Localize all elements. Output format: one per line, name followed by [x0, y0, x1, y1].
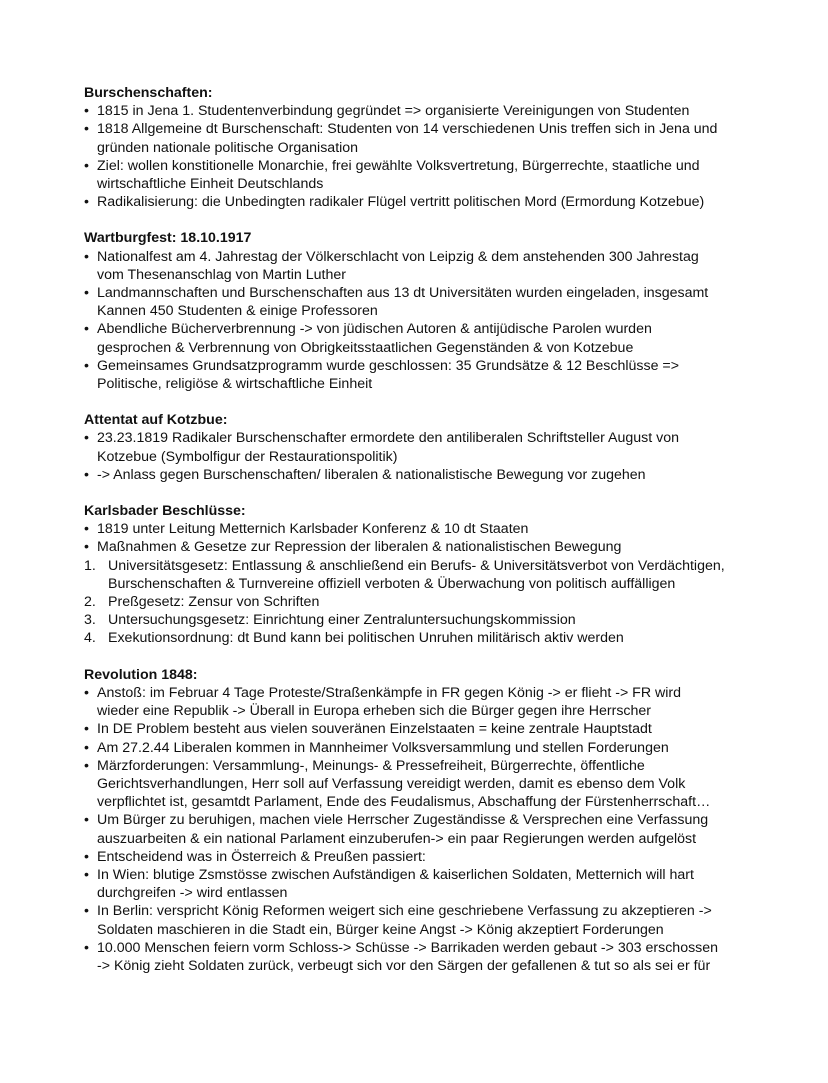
section-heading: Wartburgfest: 18.10.1917 [84, 230, 252, 247]
list-item: • 1819 unter Leitung Metternich Karlsbader Konferenz & 10 dt Staaten [84, 520, 778, 538]
list-item: • In Wien: blutige Zsmstösse zwischen Aufständigen & kaiserlichen Soldaten, Metternich will hart durchgreifen -> wird entlassen [84, 866, 778, 902]
list-item: • 1815 in Jena 1. Studentenverbindung gegründet => organisierte Vereinigungen von Studenten [84, 102, 778, 120]
section-karlsbader [84, 502, 778, 648]
list-item: • Ziel: wollen konstitionelle Monarchie, frei gewählte Volksvertretung, Bürgerrechte, staatliche und wirtschaftliche Einheit Deutschlands [84, 157, 778, 193]
list-item: • -> Anlass gegen Burschenschaften/ liberalen & nationalistische Bewegung vor zugehen [84, 466, 778, 484]
list-item: • Radikalisierung: die Unbedingten radikaler Flügel vertritt politischen Mord (Ermordung Kotzebue) [84, 193, 778, 211]
section-heading: Attentat auf Kotzbue: [84, 412, 228, 429]
bullet-list [84, 520, 778, 556]
list-item: • Nationalfest am 4. Jahrestag der Völkerschlacht von Leipzig & dem anstehenden 300 Jahrestag vom Thesenanschlag von Martin Luther [84, 248, 778, 284]
list-item: • Maßnahmen & Gesetze zur Repression der liberalen & nationalistischen Bewegung [84, 538, 778, 556]
list-item: • 10.000 Menschen feiern vorm Schloss-> Schüsse -> Barrikaden werden gebaut -> 303 erschossen -> König zieht Soldaten zurück, verbeugt sich vor den Särgen der gefallenen & tut so als sei er für [84, 939, 778, 975]
section-attentat [84, 411, 778, 484]
section-wartburgfest [84, 229, 778, 393]
bullet-list [84, 248, 778, 394]
list-item: • 1818 Allgemeine dt Burschenschaft: Studenten von 14 verschiedenen Unis treffen sich in Jena und gründen nationale politische Organisation [84, 120, 778, 156]
section-revolution [84, 666, 778, 975]
list-item: • Am 27.2.44 Liberalen kommen in Mannheimer Volksversammlung und stellen Forderungen [84, 739, 778, 757]
section-heading: Karlsbader Beschlüsse: [84, 503, 246, 520]
list-item: • 23.23.1819 Radikaler Burschenschafter ermordete den antiliberalen Schriftsteller August von Kotzebue (Symbolfigur der Restaurationspolitik) [84, 429, 778, 465]
numbered-item: 4. Exekutionsordnung: dt Bund kann bei politischen Unruhen militärisch aktiv werden [84, 630, 624, 647]
list-item: • Gemeinsames Grundsatzprogramm wurde geschlossen: 35 Grundsätze & 12 Beschlüsse => Politische, religiöse & wirtschaftliche Einheit [84, 357, 778, 393]
list-item: • In DE Problem besteht aus vielen souveränen Einzelstaaten = keine zentrale Hauptstadt [84, 720, 778, 738]
numbered-item: 3. Untersuchungsgesetz: Einrichtung einer Zentraluntersuchungskommission [84, 612, 576, 629]
numbered-list [84, 557, 778, 648]
numbered-item: 1. Universitätsgesetz: Entlassung & anschließend ein Berufs- & Universitätsverbot von Verdächtigen, Burschenschaften & Turnvereine offiziell verboten & Überwachung von politisch auffälligen [84, 557, 725, 592]
list-item: • Märzforderungen: Versammlung-, Meinungs- & Pressefreiheit, Bürgerrechte, öffentliche Gerichtsverhandlungen, Herr soll auf Verfassung vereidigt werden, damit es ebenso dem Volk verpflichtet ist, gesamtdt Parlament, Ende des Feudalismus, Abschaffung der Fürstenherrschaft… [84, 757, 778, 812]
bullet-list [84, 684, 778, 975]
numbered-item: 2. Preßgesetz: Zensur von Schriften [84, 594, 320, 611]
list-item: • Landmannschaften und Burschenschaften aus 13 dt Universitäten wurden eingeladen, insgesamt Kannen 450 Studenten & einige Professoren [84, 284, 778, 320]
list-item: • Abendliche Bücherverbrennung -> von jüdischen Autoren & antijüdische Parolen wurden gesprochen & Verbrennung von Obrigkeitsstaatlichen Gegenständen & von Kotzebue [84, 320, 778, 356]
list-item: • Entscheidend was in Österreich & Preußen passiert: [84, 848, 778, 866]
list-item: • Um Bürger zu beruhigen, machen viele Herrscher Zugeständisse & Versprechen eine Verfassung auszuarbeiten & ein national Parlament einzuberufen-> ein paar Regierungen werden aufgelöst [84, 811, 778, 847]
list-item: • In Berlin: verspricht König Reformen weigert sich eine geschriebene Verfassung zu akzeptieren -> Soldaten maschieren in die Stadt ein, Bürger keine Angst -> König akzeptiert Forderungen [84, 902, 778, 938]
section-burschenschaften [84, 84, 778, 211]
bullet-list [84, 102, 778, 211]
bullet-list [84, 429, 778, 484]
section-heading: Revolution 1848: [84, 666, 198, 683]
list-item: • Anstoß: im Februar 4 Tage Proteste/Straßenkämpfe in FR gegen König -> er flieht -> FR wird wieder eine Republik -> Überall in Europa erheben sich die Bürger gegen ihre Herrscher [84, 684, 778, 720]
section-heading: Burschenschaften: [84, 85, 213, 101]
